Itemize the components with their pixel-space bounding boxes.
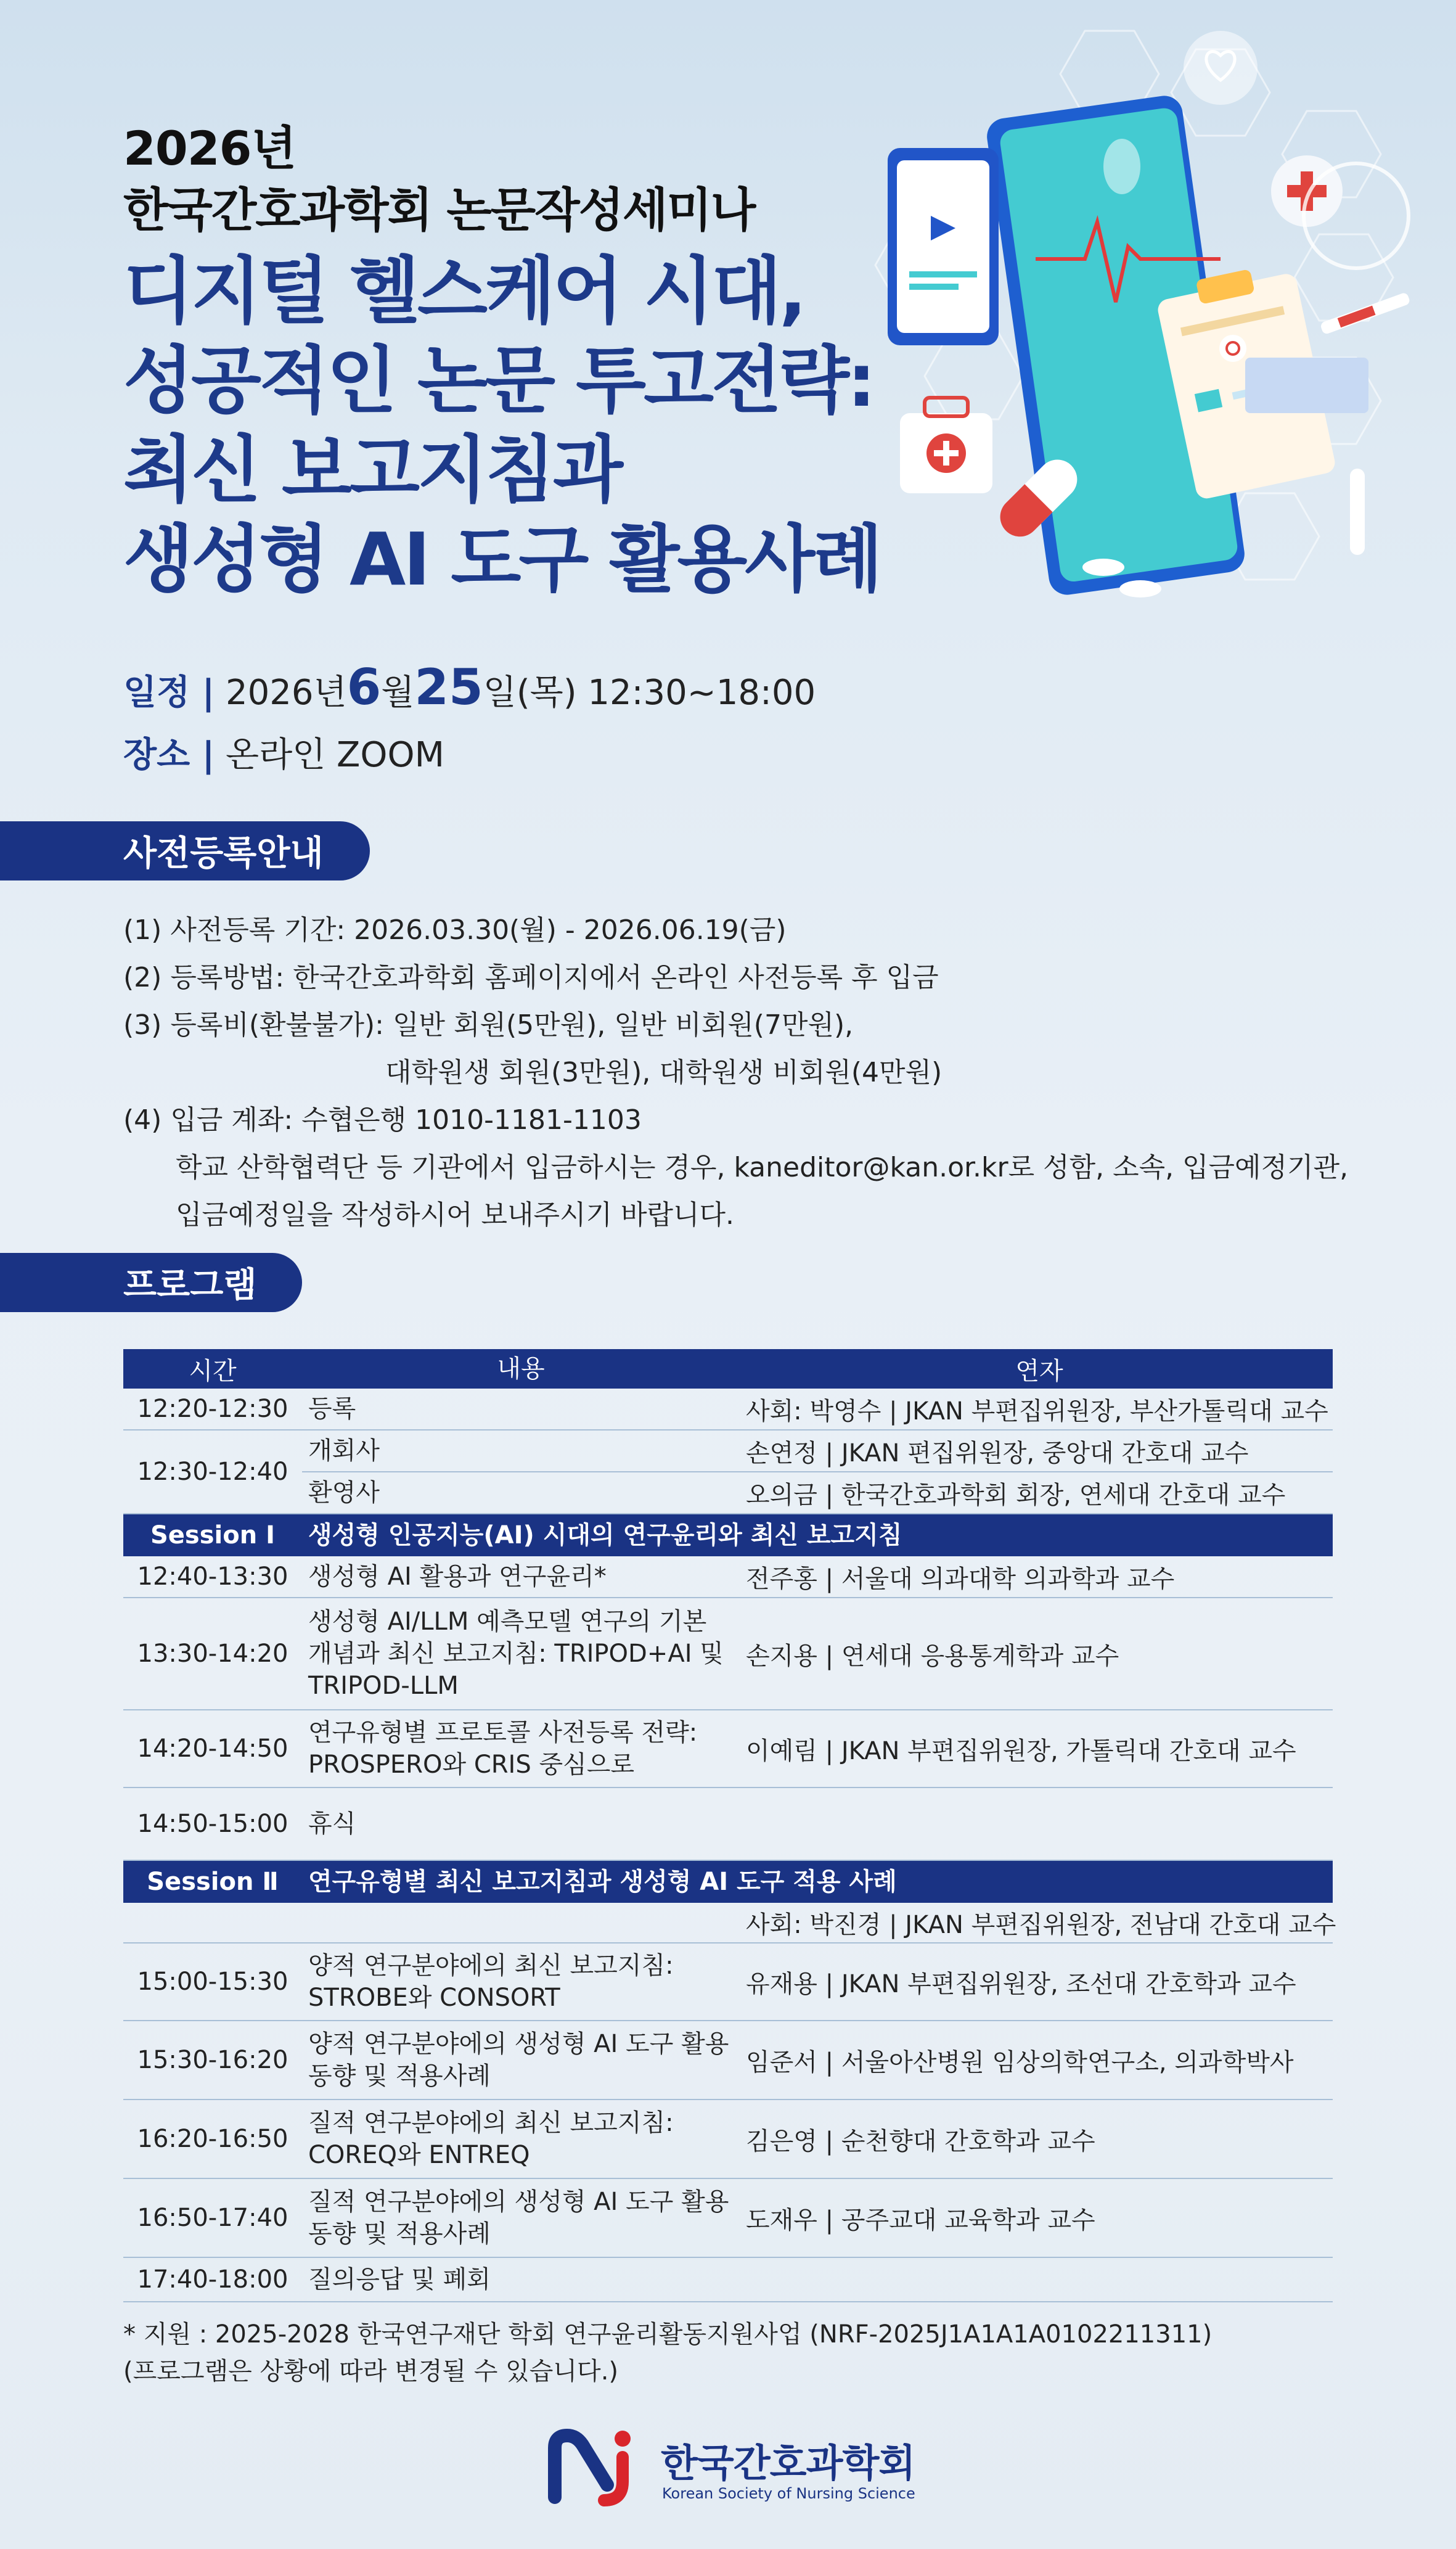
society-name-english: Korean Society of Nursing Science [662, 2485, 915, 2502]
row-speaker: 이예림 | JKAN 부편집위원장, 가톨릭대 간호대 교수 [746, 1736, 1296, 1765]
table-row [123, 2179, 1333, 2258]
row-content: 생성형 AI/LLM 예측모델 연구의 기본 개념과 최신 보고지침: TRIPOD+AI 및 TRIPOD-LLM [308, 1607, 724, 1700]
session-label: Session Ⅱ [147, 1868, 279, 1896]
change-note: (프로그램은 상황에 따라 변경될 수 있습니다.) [123, 2357, 619, 2386]
row-time: 15:30-16:20 [137, 2046, 288, 2074]
society-name: 한국간호과학회 [661, 2440, 915, 2485]
column-header: 시간 [189, 1357, 237, 1385]
row-speaker: 유재용 | JKAN 부편집위원장, 조선대 간호학과 교수 [746, 1969, 1296, 1998]
table-row [123, 1788, 1333, 1861]
title-line: 최신 보고지침과 [123, 427, 621, 512]
date-day-unit: 일 [483, 673, 517, 713]
row-speaker: 김은영 | 순천향대 간호학과 교수 [746, 2127, 1095, 2156]
registration-line: (2) 등록방법: 한국간호과학회 홈페이지에서 온라인 사전등록 후 입금 [123, 962, 939, 993]
date-rest: (목) 12:30~18:00 [516, 673, 816, 713]
registration-line: 입금예정일을 작성하시어 보내주시기 바랍니다. [176, 1199, 735, 1231]
row-speaker: 오의금 | 한국간호과학회 회장, 연세대 간호대 교수 [746, 1480, 1286, 1509]
footer-notes [123, 2316, 1212, 2390]
table-row [123, 1598, 1333, 1710]
row-content: 양적 연구분야에의 생성형 AI 도구 활용 동향 및 적용사례 [308, 2030, 729, 2090]
date-year: 2026년 [225, 673, 347, 713]
session-title: 연구유형별 최신 보고지침과 생성형 AI 도구 적용 사례 [308, 1868, 897, 1896]
registration-line: 대학원생 회원(3만원), 대학원생 비회원(4만원) [385, 1057, 943, 1088]
table-row [123, 1903, 1336, 1944]
date-month: 6 [346, 659, 382, 716]
place-value: 온라인 ZOOM [225, 735, 444, 775]
table-row [123, 1710, 1333, 1788]
row-content: 환영사 [308, 1479, 380, 1507]
column-header: 연자 [1015, 1357, 1063, 1385]
program-table [123, 1349, 1336, 2302]
row-content: 등록 [308, 1395, 356, 1423]
registration-line: (1) 사전등록 기간: 2026.03.30(월) - 2026.06.19(금) [123, 914, 787, 946]
table-row [302, 1430, 1333, 1472]
row-speaker: 손연정 | JKAN 편집위원장, 중앙대 간호대 교수 [746, 1439, 1249, 1467]
title-line: 생성형 AI 도구 활용사례 [123, 517, 881, 602]
column-header: 내용 [497, 1355, 545, 1383]
row-time: 16:20-16:50 [137, 2125, 288, 2153]
registration-list [123, 906, 1348, 1239]
date-month-unit: 월 [381, 673, 415, 713]
row-speaker: 사회: 박영수 | JKAN 부편집위원장, 부산가톨릭대 교수 [746, 1397, 1328, 1426]
row-content: 질의응답 및 폐회 [308, 2265, 491, 2294]
event-place [123, 728, 444, 777]
row-content: 양적 연구분야에의 최신 보고지침: STROBE와 CONSORT [308, 1952, 674, 2012]
medical-illustration [851, 12, 1442, 629]
event-subtitle: 한국간호과학회 논문작성세미나 [123, 183, 755, 237]
row-content: 연구유형별 프로토콜 사전등록 전략: PROSPERO와 CRIS 중심으로 [308, 1718, 698, 1779]
support-note: * 지원 : 2025-2028 한국연구재단 학회 연구윤리활동지원사업 (NRF-2025J1A1A1A0102211311) [123, 2320, 1213, 2349]
date-label: 일정 | [123, 673, 215, 713]
row-speaker: 임준서 | 서울아산병원 임상의학연구소, 의과학박사 [746, 2048, 1294, 2077]
event-title [123, 247, 880, 604]
date-day: 25 [414, 659, 483, 716]
table-header [123, 1349, 1333, 1389]
row-speaker: 도재우 | 공주교대 교육학과 교수 [746, 2206, 1095, 2235]
registration-heading: 사전등록안내 [0, 821, 370, 880]
table-row [123, 1944, 1333, 2021]
place-label: 장소 | [123, 735, 215, 775]
table-row [123, 1556, 1333, 1598]
row-time: 12:40-13:30 [137, 1562, 288, 1591]
table-row [302, 1472, 1333, 1513]
row-time: 14:50-15:00 [137, 1810, 288, 1838]
row-content: 휴식 [308, 1810, 356, 1838]
registration-line: 학교 산학협력단 등 기관에서 입금하시는 경우, kaneditor@kan.or.kr로 성함, 소속, 입금예정기관, [176, 1152, 1349, 1183]
event-year: 2026년 [123, 121, 296, 176]
row-time: 16:50-17:40 [137, 2204, 288, 2232]
row-speaker: 손지용 | 연세대 응용통계학과 교수 [746, 1641, 1119, 1670]
row-content: 생성형 AI 활용과 연구윤리* [308, 1562, 607, 1591]
table-row-group [123, 1430, 1333, 1514]
row-content: 질적 연구분야에의 최신 보고지침: COREQ와 ENTREQ [308, 2109, 674, 2169]
row-time: 12:30-12:40 [137, 1458, 288, 1486]
program-heading: 프로그램 [0, 1253, 302, 1312]
row-content: 질적 연구분야에의 생성형 AI 도구 활용 동향 및 적용사례 [308, 2188, 729, 2248]
table-row [123, 2021, 1333, 2100]
session-header [123, 1861, 1333, 1903]
title-line: 성공적인 논문 투고전략: [123, 338, 874, 423]
table-row [123, 2258, 1333, 2302]
row-time: 17:40-18:00 [137, 2265, 288, 2294]
table-row [123, 2100, 1333, 2179]
row-time: 14:20-14:50 [137, 1734, 288, 1763]
row-time: 15:00-15:30 [137, 1968, 288, 1996]
event-date [123, 659, 816, 716]
row-time: 13:30-14:20 [137, 1640, 288, 1668]
row-time: 12:20-12:30 [137, 1395, 288, 1423]
row-speaker: 전주홍 | 서울대 의과대학 의과학과 교수 [746, 1564, 1175, 1593]
title-line: 디지털 헬스케어 시대, [123, 248, 804, 334]
table-row [123, 1389, 1333, 1430]
row-speaker: 사회: 박진경 | JKAN 부편집위원장, 전남대 간호대 교수 [746, 1910, 1336, 1939]
registration-line: (4) 입금 계좌: 수협은행 1010-1181-1103 [123, 1104, 642, 1136]
session-label: Session Ⅰ [150, 1521, 276, 1550]
session-title: 생성형 인공지능(AI) 시대의 연구윤리와 최신 보고지침 [308, 1521, 902, 1550]
session-header [123, 1514, 1333, 1556]
society-logo-icon [542, 2423, 653, 2510]
registration-line: (3) 등록비(환불불가): 일반 회원(5만원), 일반 비회원(7만원), [123, 1009, 854, 1041]
row-content: 개회사 [308, 1437, 380, 1465]
